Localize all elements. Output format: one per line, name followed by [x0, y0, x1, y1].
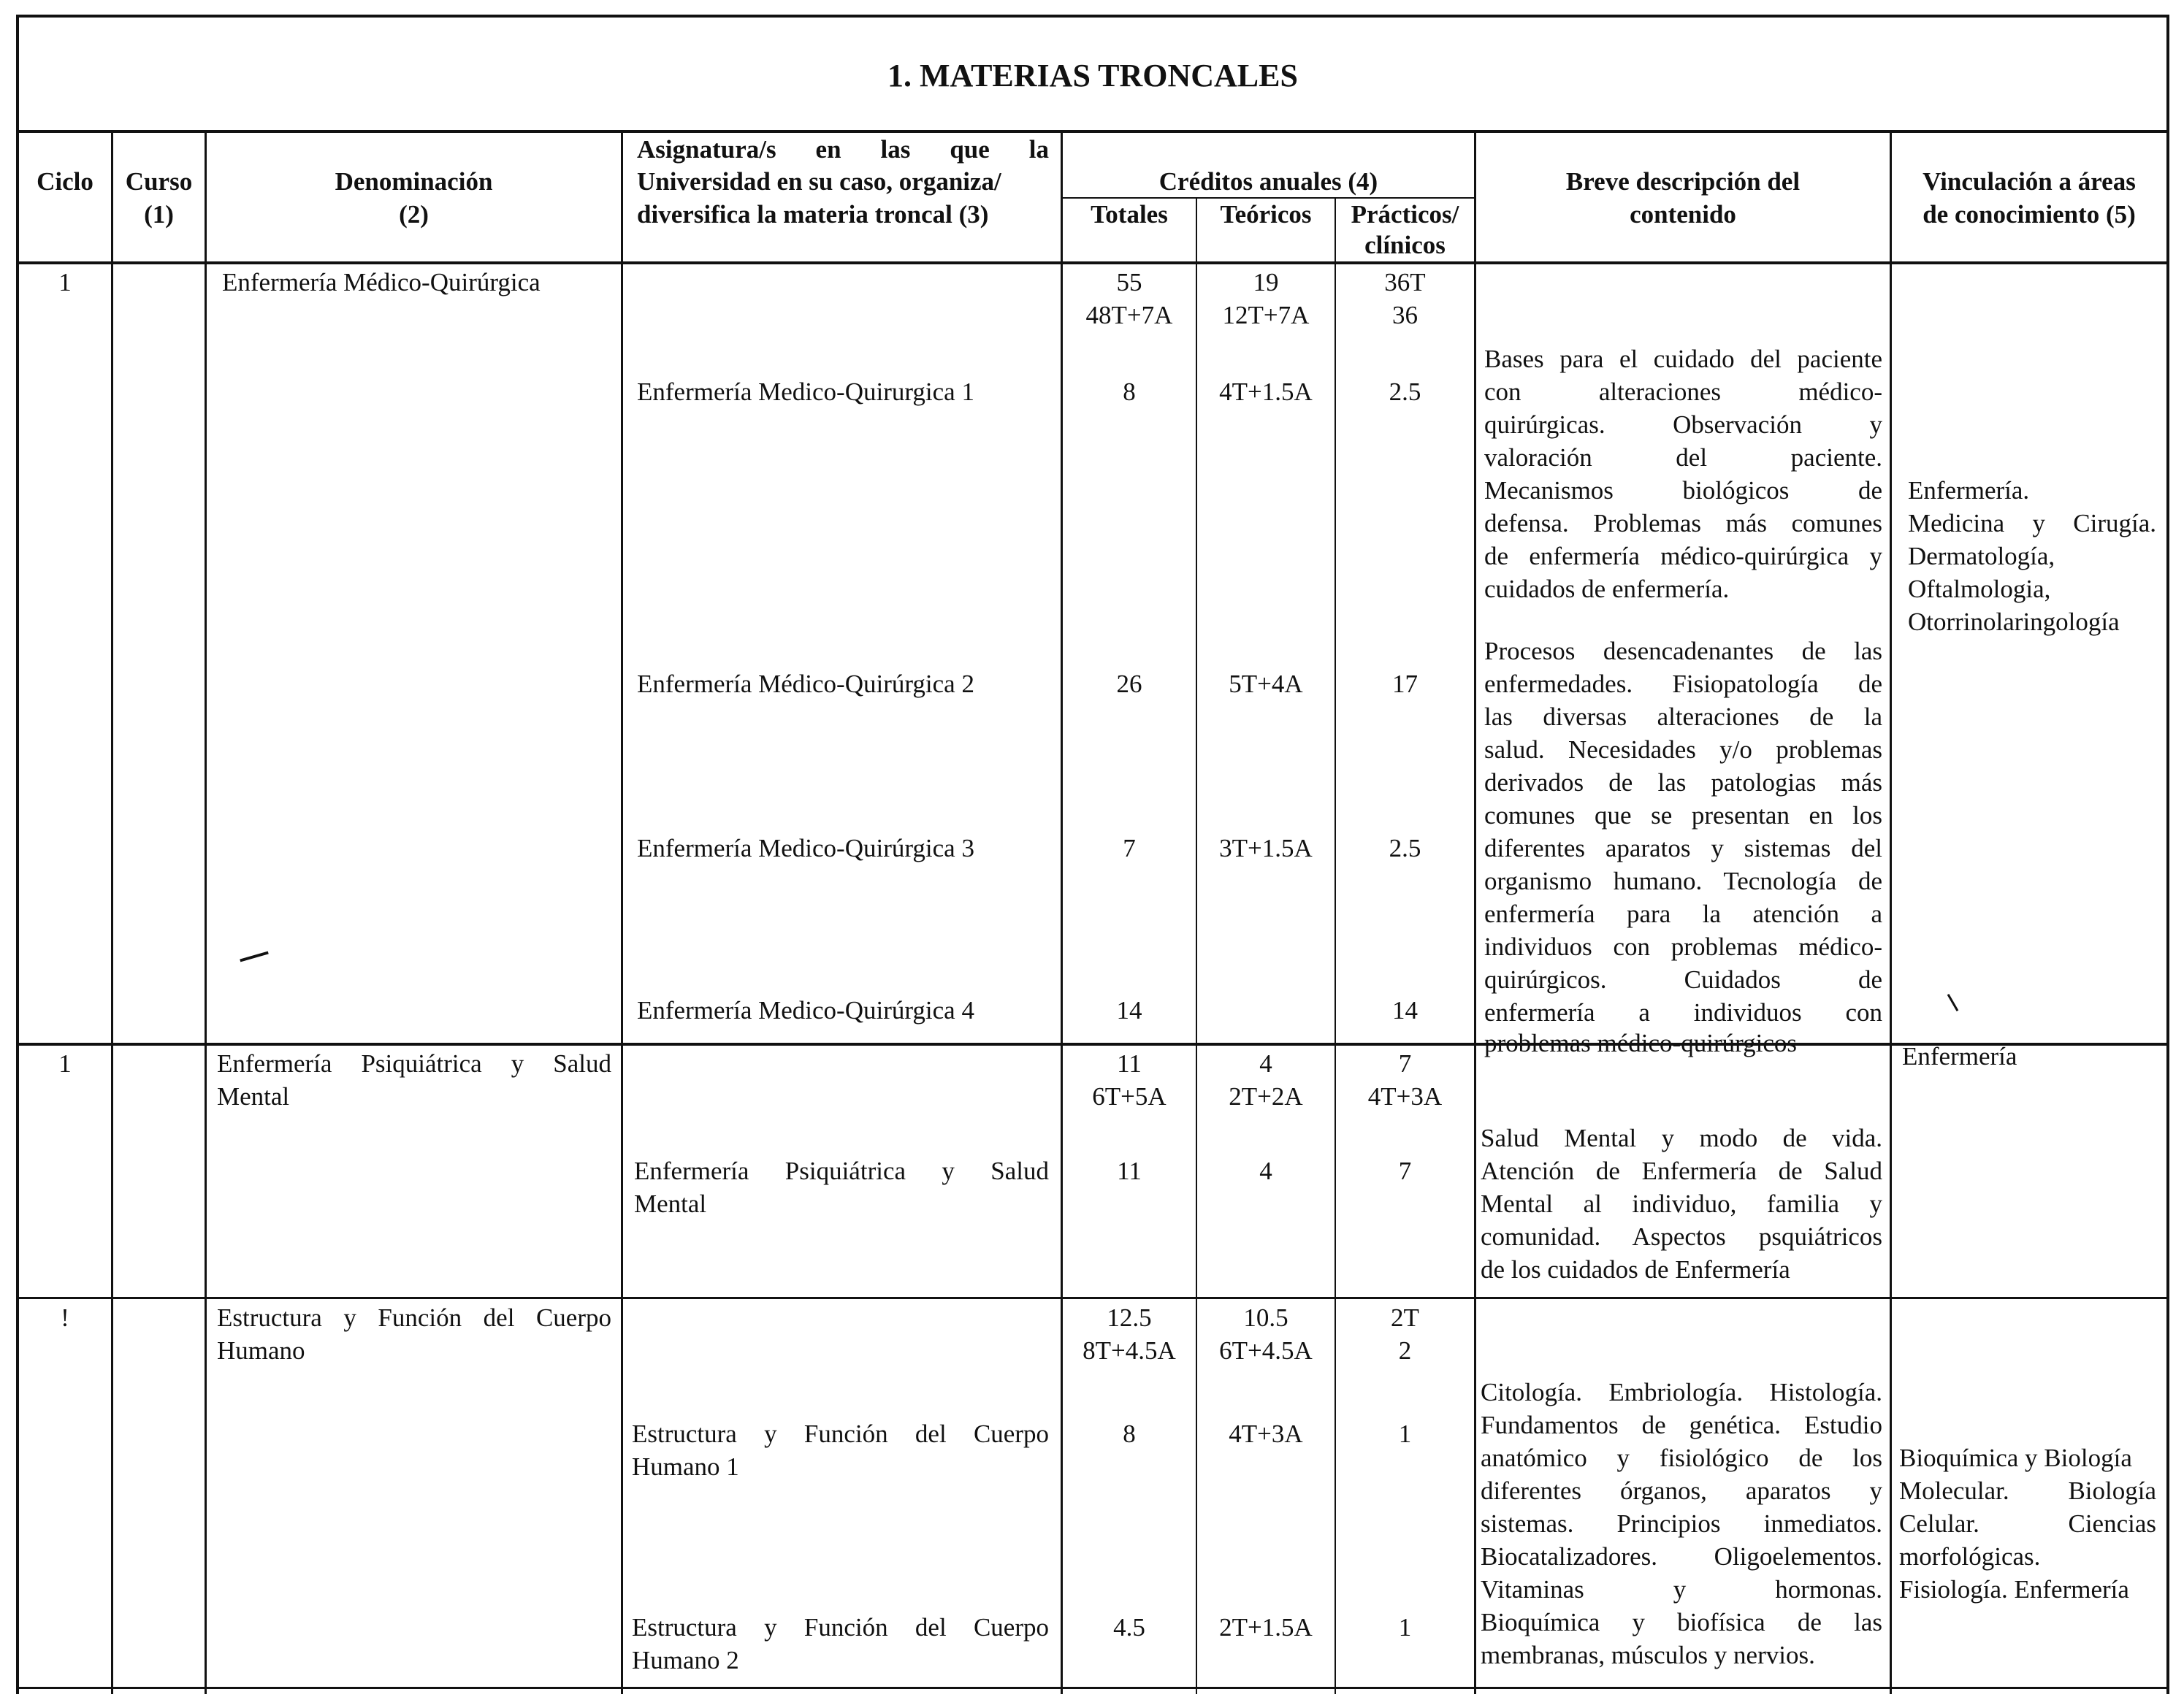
- outer-border-top: [16, 15, 2169, 18]
- area-line: Celular. Ciencias: [1899, 1509, 2156, 1538]
- subject-totales: 11: [1117, 1157, 1142, 1185]
- description-line: organismo humano. Tecnología de: [1484, 867, 1882, 895]
- description-line: anatómico y fisiológico de los: [1481, 1444, 1882, 1472]
- description-line: Procesos desencadenantes de las: [1484, 637, 1882, 665]
- subject-teoricos: 2T+1.5A: [1219, 1613, 1313, 1642]
- totals-totales: 55: [1116, 268, 1142, 296]
- subject-name: Enfermería Médico-Quirúrgica 2: [637, 670, 974, 698]
- subject-name: Enfermería Medico-Quirúrgica 4: [637, 996, 974, 1025]
- section-denominacion: Humano: [217, 1336, 305, 1365]
- section2-divider: [16, 1297, 2169, 1299]
- area-line: Enfermería: [1902, 1042, 2017, 1071]
- col-line-curso: [111, 131, 113, 1694]
- totals-teoricos: 4: [1259, 1049, 1272, 1078]
- description-line: Bioquímica y biofísica de las: [1481, 1608, 1882, 1636]
- description-line: las diversas alteraciones de la: [1484, 702, 1882, 731]
- area-line: Medicina y Cirugía.: [1908, 509, 2156, 537]
- totals-practicos: 36T: [1384, 268, 1426, 296]
- subject-practicos: 2.5: [1389, 834, 1421, 862]
- totals-teoricos: 2T+2A: [1229, 1082, 1303, 1111]
- totals-practicos: 2T: [1391, 1303, 1419, 1332]
- description-line: diferentes órganos, aparatos y: [1481, 1477, 1882, 1505]
- header-asignatura-line: diversifica la materia troncal (3): [637, 200, 989, 229]
- header-asignatura-line: Universidad en su caso, organiza/: [637, 167, 1001, 196]
- totals-teoricos: 6T+4.5A: [1219, 1336, 1313, 1365]
- bottom-divider: [16, 1687, 2169, 1689]
- description-line: enfermería para la atención a: [1484, 900, 1882, 928]
- subject-name: Estructura y Función del Cuerpo: [632, 1420, 1049, 1448]
- description-line: comunidad. Aspectos psquiátricos: [1481, 1222, 1882, 1251]
- subject-totales: 7: [1123, 834, 1136, 862]
- description-line: membranas, músculos y nervios.: [1481, 1641, 1815, 1669]
- subject-totales: 4.5: [1113, 1613, 1145, 1642]
- description-line: Citología. Embriología. Histología.: [1481, 1378, 1882, 1406]
- subject-totales: 26: [1116, 670, 1142, 698]
- subject-practicos: 1: [1398, 1420, 1412, 1448]
- header-vinculacion: de conocimiento (5): [1923, 200, 2136, 229]
- subject-practicos: 7: [1398, 1157, 1412, 1185]
- area-line: Bioquímica y Biología: [1899, 1444, 2132, 1472]
- area-line: Fisiología. Enfermería: [1899, 1575, 2129, 1604]
- col-line-asignatura: [621, 131, 623, 1694]
- header-denominacion: Denominación: [335, 167, 493, 196]
- header-practicos: Prácticos/: [1351, 200, 1459, 229]
- section-denominacion: Enfermería Psiquiátrica y Salud: [217, 1049, 611, 1078]
- description-line: sistemas. Principios inmediatos.: [1481, 1509, 1882, 1538]
- header-divider: [16, 261, 2169, 264]
- header-denominacion-note: (2): [399, 200, 429, 229]
- header-practicos: clínicos: [1364, 231, 1446, 259]
- description-line: de los cuidados de Enfermería: [1481, 1255, 1790, 1284]
- totals-practicos: 36: [1392, 301, 1418, 329]
- subject-name: Humano 1: [632, 1452, 739, 1481]
- subject-practicos: 1: [1398, 1613, 1412, 1642]
- description-line: comunes que se presentan en los: [1484, 801, 1882, 830]
- description-line: enfermedades. Fisiopatología de: [1484, 670, 1882, 698]
- section-ciclo: 1: [58, 1049, 72, 1078]
- header-curso: Curso: [125, 167, 193, 196]
- area-line: Dermatología,: [1908, 542, 2055, 570]
- totals-practicos: 7: [1398, 1049, 1412, 1078]
- description-line: defensa. Problemas más comunes: [1484, 509, 1882, 537]
- totals-totales: 8T+4.5A: [1083, 1336, 1176, 1365]
- description-line: Mental al individuo, familia y: [1481, 1190, 1882, 1218]
- section-ciclo: 1: [58, 268, 72, 296]
- header-totales: Totales: [1091, 200, 1168, 229]
- description-line: de enfermería médico-quirúrgica y: [1484, 542, 1882, 570]
- description-line: cuidados de enfermería.: [1484, 575, 1730, 603]
- col-line-denominacion: [205, 131, 207, 1694]
- header-asignatura-line: Asignatura/s en las que la: [637, 135, 1049, 164]
- section-denominacion: Estructura y Función del Cuerpo: [217, 1303, 611, 1332]
- area-line: Molecular. Biología: [1899, 1477, 2156, 1505]
- totals-teoricos: 10.5: [1243, 1303, 1288, 1332]
- description-line: Biocatalizadores. Oligoelementos.: [1481, 1542, 1882, 1571]
- subject-name: Enfermería Medico-Quirúrgica 3: [637, 834, 974, 862]
- subject-name: Enfermería Psiquiátrica y Salud: [634, 1157, 1049, 1185]
- area-line: Otorrinolaringología: [1908, 608, 2120, 636]
- header-curso-note: (1): [144, 200, 174, 229]
- header-creditos: Créditos anuales (4): [1158, 167, 1378, 196]
- subject-teoricos: 4T+1.5A: [1219, 378, 1313, 406]
- totals-teoricos: 12T+7A: [1222, 301, 1310, 329]
- subject-practicos: 2.5: [1389, 378, 1421, 406]
- description-line: Bases para el cuidado del paciente: [1484, 345, 1882, 373]
- page-title: 1. MATERIAS TRONCALES: [887, 58, 1298, 93]
- description-line: Mecanismos biológicos de: [1484, 476, 1882, 505]
- subject-practicos: 14: [1392, 996, 1418, 1025]
- totals-totales: 11: [1117, 1049, 1142, 1078]
- description-line: Atención de Enfermería de Salud: [1481, 1157, 1882, 1185]
- totals-totales: 12.5: [1107, 1303, 1152, 1332]
- subject-teoricos: 3T+1.5A: [1219, 834, 1313, 862]
- header-breve: contenido: [1630, 200, 1736, 229]
- description-line: valoración del paciente.: [1484, 443, 1882, 472]
- area-line: Enfermería.: [1908, 476, 2030, 505]
- section-denominacion: Enfermería Médico-Quirúrgica: [222, 268, 541, 296]
- subject-teoricos: 4T+3A: [1229, 1420, 1303, 1448]
- col-line-totales: [1061, 131, 1063, 1694]
- subject-totales: 8: [1123, 378, 1136, 406]
- description-line: problemas médico-quirúrgicos: [1484, 1029, 1797, 1057]
- description-line: enfermería a individuos con: [1484, 998, 1882, 1027]
- totals-totales: 6T+5A: [1092, 1082, 1167, 1111]
- subject-name: Mental: [634, 1190, 707, 1218]
- description-line: Fundamentos de genética. Estudio: [1481, 1411, 1882, 1439]
- totals-teoricos: 19: [1253, 268, 1279, 296]
- header-ciclo: Ciclo: [37, 167, 93, 196]
- outer-border-right: [2166, 15, 2169, 1694]
- subject-name: Estructura y Función del Cuerpo: [632, 1613, 1049, 1642]
- col-line-practicos: [1335, 199, 1336, 1694]
- area-line: morfológicas.: [1899, 1542, 2041, 1571]
- subject-teoricos: 5T+4A: [1229, 670, 1303, 698]
- section-ciclo: !: [61, 1303, 69, 1332]
- description-line: derivados de las patologias más: [1484, 768, 1882, 797]
- section1-divider: [16, 1043, 2169, 1046]
- col-line-breve: [1474, 131, 1476, 1694]
- subject-practicos: 17: [1392, 670, 1418, 698]
- stray-pen-mark: [1947, 994, 1959, 1011]
- description-line: diferentes aparatos y sistemas del: [1484, 834, 1882, 862]
- totals-totales: 48T+7A: [1085, 301, 1173, 329]
- description-line: quirúrgicas. Observación y: [1484, 410, 1882, 439]
- section-denominacion: Mental: [217, 1082, 290, 1111]
- col-line-teoricos: [1196, 199, 1197, 1694]
- subject-teoricos: 4: [1259, 1157, 1272, 1185]
- description-line: Vitaminas y hormonas.: [1481, 1575, 1882, 1604]
- description-line: quirúrgicos. Cuidados de: [1484, 965, 1882, 994]
- col-line-vinculacion: [1890, 131, 1892, 1694]
- description-line: con alteraciones médico-: [1484, 378, 1882, 406]
- header-vinculacion: Vinculación a áreas: [1923, 167, 2136, 196]
- totals-practicos: 2: [1398, 1336, 1412, 1365]
- subject-totales: 14: [1116, 996, 1142, 1025]
- title-divider: [16, 130, 2169, 133]
- area-line: Oftalmologia,: [1908, 575, 2051, 603]
- totals-practicos: 4T+3A: [1367, 1082, 1443, 1111]
- header-teoricos: Teóricos: [1220, 200, 1312, 229]
- header-breve: Breve descripción del: [1565, 167, 1801, 196]
- description-line: salud. Necesidades y/o problemas: [1484, 735, 1882, 764]
- subject-name: Humano 2: [632, 1646, 739, 1674]
- subject-name: Enfermería Medico-Quirurgica 1: [637, 378, 974, 406]
- document-page: [16, 15, 2169, 1694]
- description-line: individuos con problemas médico-: [1484, 932, 1882, 961]
- stray-pen-mark: [240, 951, 269, 962]
- subject-totales: 8: [1123, 1420, 1136, 1448]
- description-line: Salud Mental y modo de vida.: [1481, 1124, 1882, 1152]
